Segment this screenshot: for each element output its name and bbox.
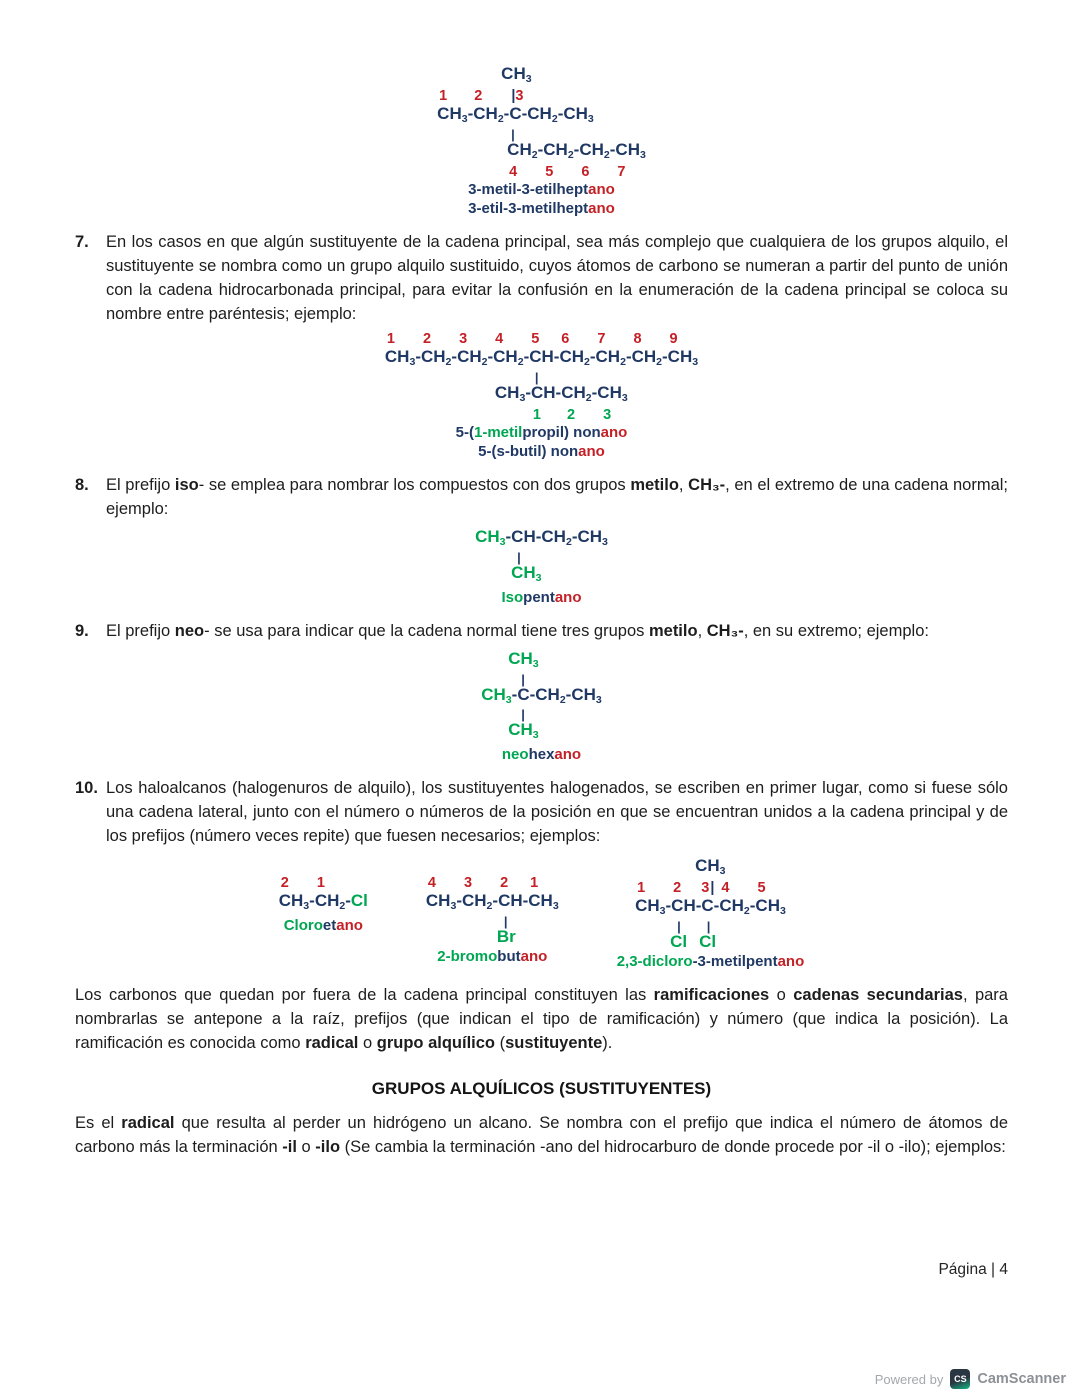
compound-name (502, 745, 581, 764)
compound-name-segment: 2-bromo (437, 948, 498, 966)
chem-segment: -C-CH (511, 684, 560, 704)
compound-name-segment: neo (501, 746, 529, 764)
section-heading: GRUPOS ALQUÍLICOS (SUSTITUYENTES) (371, 1079, 712, 1099)
chem-segment: 2 (531, 148, 538, 161)
text-segment: - se emplea para nombrar los compuestos con dos grupos (198, 475, 631, 494)
text-segment: ramificaciones (653, 986, 770, 1005)
chem-formula (481, 649, 602, 746)
chem-line (437, 165, 646, 180)
text-segment: , (678, 475, 689, 494)
compound-name-segment: 1-metil (474, 423, 523, 441)
text-segment: o (358, 1034, 377, 1053)
chem-segment: 3 (463, 875, 473, 892)
chem-segment: CH (508, 720, 533, 740)
chem-segment: -CH-CH (523, 346, 584, 366)
text-segment: -ilo (315, 1138, 341, 1157)
text-segment: El prefijo (106, 621, 175, 640)
chem-segment: 2 (584, 355, 590, 368)
chem-segment: 4 (495, 330, 504, 347)
chem-line (279, 891, 368, 916)
chem-segment: 2 (486, 900, 493, 913)
chem-segment: -CH (591, 382, 622, 402)
chem-line (507, 140, 646, 165)
chem-line (475, 549, 608, 565)
compound-name-segment: ano (578, 442, 605, 460)
chem-segment: 2 (500, 875, 509, 892)
chem-segment: CH (494, 382, 520, 402)
chem-segment: CH (425, 891, 451, 911)
compound-name-segment: 3-etil-3-metilhept (468, 199, 589, 217)
chem-line (426, 914, 559, 930)
chem-segment: 3 (499, 535, 506, 548)
chem-segment: 2 (620, 355, 626, 368)
chem-segment: 2 (280, 875, 289, 892)
rule-item-8 (75, 473, 1008, 521)
chem-segment: -CH- (665, 896, 702, 916)
chem-segment: 3 (719, 865, 726, 878)
chem-segment: CH (437, 103, 462, 123)
chem-segment: 5 (531, 330, 540, 347)
chem-segment: 2 (517, 355, 524, 368)
chem-segment: -CH (309, 891, 340, 911)
structure-2-3-dicloro-3-metilpentano (617, 856, 805, 971)
compound-name-segment: Cloro (283, 917, 323, 935)
chem-segment: | (521, 707, 525, 723)
chem-segment: 1 (532, 406, 541, 423)
chem-segment: -CH (571, 526, 603, 546)
compound-name (468, 180, 615, 199)
paragraph-radical (75, 1111, 1008, 1159)
chem-segment: 7 (617, 163, 626, 180)
compound-name-segment: 5-(s-butil) non (478, 442, 579, 460)
compound-name-segment: et (322, 917, 337, 935)
chem-line (437, 89, 646, 104)
chem-segment: CH (278, 891, 304, 911)
compound-name-segment: ano (336, 917, 363, 935)
chem-segment: 2 (567, 148, 574, 161)
text-segment: metilo (630, 475, 679, 494)
chem-segment: 3 (450, 900, 457, 913)
chem-line (481, 707, 602, 723)
chem-segment: -CH (565, 684, 596, 704)
chem-line (508, 720, 602, 745)
chem-segment: 3 (519, 391, 526, 404)
chem-formula (635, 856, 786, 952)
chem-segment: 3 (459, 330, 468, 347)
chem-segment: 3 (552, 900, 559, 913)
chem-segment: | (503, 914, 508, 930)
chem-line (437, 126, 646, 142)
chem-segment: 3 (602, 535, 608, 548)
chem-segment: | (521, 671, 525, 687)
chem-line (635, 881, 786, 896)
chem-segment: Cl (670, 932, 688, 952)
haloalkane-examples-row (75, 856, 1008, 971)
chem-segment: 2 (603, 148, 610, 161)
text-segment: -il (282, 1138, 297, 1157)
chem-line (635, 932, 786, 952)
chem-segment: -CH (662, 346, 693, 366)
chem-segment: -CH (467, 103, 498, 123)
rule-item-10 (75, 776, 1008, 848)
chem-segment: 1 (637, 880, 646, 897)
item-text (106, 776, 1008, 848)
text-segment: CH₃- (706, 621, 744, 640)
chem-line (385, 332, 698, 347)
text-segment: que resulta al perder un hidrógeno un alcano. Se nombra con el prefijo que indica el número de átomos de carbono más la terminación (75, 1114, 1008, 1157)
chem-line (279, 876, 368, 891)
compound-name-segment: ano (588, 199, 615, 217)
text-segment: radical (305, 1034, 359, 1053)
chem-line (385, 347, 698, 372)
compound-name (617, 952, 805, 971)
text-segment: El prefijo (106, 475, 175, 494)
chem-segment: -C-CH (503, 103, 552, 123)
chem-line (475, 527, 608, 552)
chem-segment: 2 (551, 112, 558, 125)
chem-segment: -CH-CH (525, 382, 586, 402)
structure-3-metil-3-etilheptano (75, 64, 1008, 218)
compound-name-segment: Iso (501, 588, 524, 606)
text-segment: , para nombrarlas se antepone a la raíz, prefijos (que indican el tipo de ramificación) y número (que indica la posición). La ramificación es conocida como (75, 986, 1008, 1053)
structure-neohexano (75, 649, 1008, 765)
structure-isopentano (75, 527, 1008, 607)
text-segment: cadenas secundarias (793, 986, 963, 1005)
text-segment: CH₃- (688, 475, 726, 494)
chem-segment: 2 (474, 87, 483, 104)
chem-formula (385, 332, 698, 423)
chem-line (635, 896, 786, 921)
chem-segment: 5 (757, 880, 766, 897)
chem-segment: 3 (701, 880, 710, 897)
compound-name-segment: pent (523, 588, 555, 606)
page-number: Página | 4 (938, 1261, 1008, 1278)
chem-segment: CH (511, 562, 536, 582)
chem-segment: 1 (439, 87, 448, 104)
structure-2-bromobutano (426, 876, 559, 966)
chem-segment: CH (384, 346, 410, 366)
compound-name-segment: ano (777, 953, 805, 971)
compound-name-segment: ano (588, 180, 615, 198)
chem-segment: -CH (625, 346, 657, 366)
text-segment: grupo alquílico (376, 1034, 495, 1053)
chem-segment: 3 (659, 905, 666, 918)
compound-name (478, 442, 605, 461)
paragraph-ramificaciones (75, 983, 1008, 1055)
powered-by-label: Powered by (874, 1371, 944, 1387)
compound-name-segment: but (497, 948, 521, 966)
chem-segment: 3 (621, 391, 628, 404)
chem-segment: 3 (515, 87, 524, 104)
chem-segment: 9 (669, 330, 678, 347)
chem-formula (475, 527, 608, 588)
compound-name-segment: ano (554, 588, 582, 606)
chem-line (481, 671, 602, 687)
chem-segment: CH (635, 896, 660, 916)
chem-segment: -CH (749, 896, 780, 916)
chem-segment: 2 (445, 355, 452, 368)
camscanner-icon: CS (950, 1369, 970, 1389)
chem-segment: 3 (461, 112, 468, 125)
chem-segment: 3 (532, 729, 539, 742)
chem-segment: 2 (422, 330, 432, 347)
chem-segment: -CH (609, 139, 640, 159)
chem-segment: 2 (673, 880, 682, 897)
chem-line (426, 891, 559, 916)
chem-formula (279, 876, 368, 916)
chem-formula (426, 876, 559, 947)
chem-segment: 2 (559, 693, 566, 706)
chem-segment: 2 (743, 905, 750, 918)
chem-segment: | (677, 919, 681, 935)
rule-item-7 (75, 230, 1008, 326)
chem-segment: -CH (573, 139, 604, 159)
compound-name-segment: -3-metilpent (692, 953, 778, 971)
chem-segment: | (710, 880, 715, 897)
text-segment: radical (121, 1114, 175, 1133)
compound-name (456, 423, 628, 442)
chem-line (385, 408, 698, 423)
chem-segment: 1 (386, 330, 395, 347)
compound-name (468, 199, 615, 218)
chem-segment: -CH (451, 346, 482, 366)
chem-segment: -CH-CH (505, 526, 566, 546)
chem-segment: 3 (779, 905, 786, 918)
compound-name (437, 947, 547, 966)
chem-segment: 3 (505, 693, 512, 706)
chem-formula (437, 64, 646, 180)
compound-name-segment: ano (600, 423, 628, 441)
compound-name-segment: ano (554, 746, 582, 764)
chem-segment: | (534, 369, 539, 385)
item-number: 8. (75, 475, 89, 494)
text-segment: o (296, 1138, 316, 1157)
chem-segment: 8 (633, 330, 642, 347)
text-segment: En los casos en que algún sustituyente de la cadena principal, sea más complejo que cualquiera de los grupos alquilo, el sustituyente se nombra como un grupo alquilo sustituido, cuyos átomos de carbono se numeran a partir del punto de unión con la cadena hidrocarbonada principal, para evitar la confusión en la enumeración de la cadena principal se coloca su nombre entre paréntesis; ejemplo: (106, 232, 1008, 323)
chem-line (501, 64, 646, 89)
text-segment: ( (495, 1034, 506, 1053)
chem-segment: 3 (409, 355, 416, 368)
chem-segment: 3 (525, 72, 532, 85)
text-segment: o (769, 986, 794, 1005)
chem-segment: 4 (427, 875, 436, 892)
chem-segment: 1 (316, 875, 325, 892)
chem-line (497, 927, 559, 947)
chem-segment: 2 (585, 391, 592, 404)
text-segment: Los haloalcanos (halogenuros de alquilo), los sustituyentes halogenados, se escriben en primer lugar, como si fuese sólo una cadena lateral, junto con el número o números de la posición en que se encuentran unidos a la cadena principal y de los prefijos (número veces repite) que fuesen necesarios; ejemplos: (106, 779, 1008, 846)
chem-segment: 3 (303, 900, 310, 913)
chem-segment: CH (507, 139, 532, 159)
chem-segment: Br (496, 927, 516, 947)
structure-cloroetano (279, 876, 368, 935)
text-segment: (Se cambia la terminación -ano del hidrocarburo de donde procede por -il o -ilo); ejemplos: (340, 1138, 1006, 1157)
text-segment: metilo (648, 621, 698, 640)
chem-segment: -CH (487, 346, 518, 366)
compound-name-segment: propil) non (522, 423, 601, 441)
chem-segment: C-CH (701, 896, 744, 916)
text-segment: , (697, 621, 707, 640)
chem-segment: -CH (456, 891, 487, 911)
item-number: 10. (75, 779, 98, 798)
camscanner-badge (875, 1369, 1066, 1389)
chem-line (495, 383, 698, 408)
chem-segment: 7 (597, 330, 606, 347)
text-segment: neo (174, 621, 205, 640)
chem-segment: -CH-CH (492, 891, 553, 911)
chem-segment: Cl (350, 891, 368, 911)
compound-name-segment: ano (520, 948, 548, 966)
chem-segment: 6 (561, 330, 570, 347)
text-segment: , en su extremo; ejemplo: (743, 621, 929, 640)
chem-segment: -CH (537, 139, 568, 159)
chem-segment: 3 (603, 406, 612, 423)
chem-segment: 2 (481, 355, 488, 368)
chem-segment: 3 (639, 148, 646, 161)
chem-line (635, 919, 786, 935)
chem-segment: | (517, 549, 521, 565)
text-segment: Es el (75, 1114, 122, 1133)
chem-segment: 2 (565, 535, 572, 548)
compound-name-segment: hex (528, 746, 555, 764)
compound-name (501, 588, 581, 607)
chem-segment: 3 (587, 112, 594, 125)
chem-segment: CH (501, 64, 526, 83)
chem-segment: 3 (595, 693, 602, 706)
chem-segment: 3 (692, 355, 699, 368)
compound-name-segment: 5-( (455, 423, 474, 441)
rule-item-9 (75, 619, 1008, 643)
chem-line (511, 563, 608, 588)
item-text (106, 619, 1008, 643)
chem-segment: 1 (530, 875, 539, 892)
chem-segment: 2 (497, 112, 504, 125)
chem-segment: 5 (545, 163, 554, 180)
structure-5-s-butil-nonano (75, 332, 1008, 461)
chem-segment: 2 (339, 900, 346, 913)
text-segment: iso (174, 475, 199, 494)
chem-segment: -CH (415, 346, 446, 366)
compound-name-segment: 3-metil-3-etilhept (468, 180, 589, 198)
chem-segment: 3 (535, 571, 542, 584)
camscanner-label: CamScanner (977, 1371, 1066, 1387)
chem-segment: - (345, 891, 351, 911)
chem-segment: CH (481, 684, 506, 704)
chem-line (508, 649, 602, 674)
chem-line (426, 876, 559, 891)
item-number: 9. (75, 621, 89, 640)
chem-segment: 3 (532, 657, 539, 670)
text-segment: , en el extremo de una cadena normal; ejemplo: (106, 475, 1009, 518)
chem-segment: CH (508, 648, 533, 668)
chem-segment: 4 (509, 163, 518, 180)
text-segment: Los carbonos que quedan por fuera de la cadena principal constituyen las (75, 986, 654, 1005)
chem-line (481, 685, 602, 710)
chem-segment: | (706, 919, 711, 935)
item-number: 7. (75, 232, 89, 251)
text-segment: - se usa para indicar que la cadena normal tiene tres grupos (204, 621, 649, 640)
chem-line (437, 104, 646, 129)
chem-segment: 4 (721, 880, 730, 897)
item-text (106, 473, 1008, 521)
text-segment: sustituyente (505, 1034, 603, 1053)
chem-line (385, 369, 698, 385)
compound-name (284, 916, 363, 935)
chem-segment: | (511, 126, 515, 142)
item-text (106, 230, 1008, 326)
chem-line (695, 856, 786, 881)
text-segment: ). (602, 1034, 613, 1053)
chem-segment: Cl (699, 932, 717, 952)
chem-segment: | (511, 87, 516, 104)
chem-segment: 6 (581, 163, 590, 180)
compound-name-segment: 2,3-dicloro (616, 953, 693, 971)
chem-segment: 2 (566, 406, 576, 423)
chem-segment: -CH (589, 346, 621, 366)
chem-segment: -CH (557, 103, 588, 123)
chem-segment: 2 (656, 355, 663, 368)
chem-segment: CH (695, 856, 720, 876)
chem-segment: CH (475, 526, 500, 546)
